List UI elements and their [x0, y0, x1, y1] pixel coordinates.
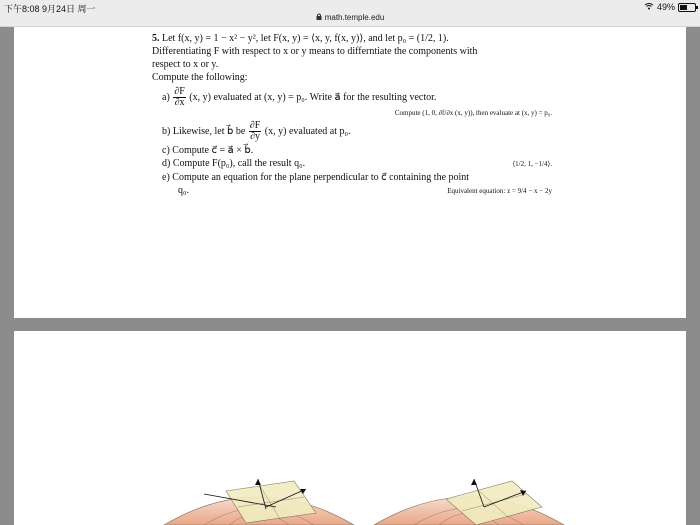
frac-num: ∂F	[249, 120, 261, 131]
browser-topbar	[0, 0, 700, 27]
part-a-text: (x, y) evaluated at (x, y) = p₀. Write a⃗ for the resulting vector.	[189, 91, 437, 103]
document-page-1	[14, 27, 686, 318]
part-d-label: d)	[162, 158, 171, 169]
problem-intro-text: Let f(x, y) = 1 − x² − y², let F(x, y) = ⟨x, y, f(x, y)⟩, and let p₀ = (1/2, 1).	[162, 33, 449, 44]
part-c	[162, 144, 552, 157]
part-e-text-cont: q₀.	[178, 185, 189, 196]
frac-den: ∂x	[174, 97, 185, 108]
part-a-hint: Compute (1, 0, ∂f/∂x (x, y)), then evaluate at (x, y) = p₀.	[394, 109, 552, 117]
url-bar[interactable]	[0, 13, 700, 22]
partial-derivative-x	[173, 87, 186, 108]
lock-icon	[316, 13, 322, 22]
part-d-text: Compute F(p₀), call the result q₀.	[172, 158, 306, 169]
status-bar	[4, 2, 696, 13]
part-b-label: b)	[162, 125, 171, 137]
frac-num: ∂F	[174, 86, 185, 97]
part-c-text: Compute c⃗ = a⃗ × b⃗.	[172, 145, 254, 156]
vector-arrowhead	[255, 479, 261, 485]
problem-intro-line-1	[152, 32, 552, 45]
part-b-text-pre: Likewise, let b⃗ be	[172, 125, 246, 137]
problem-5	[152, 32, 552, 198]
vector-arrowhead	[471, 479, 477, 485]
wifi-icon	[644, 2, 654, 12]
battery-percent: 49%	[656, 2, 675, 12]
part-b	[162, 121, 552, 142]
part-c-label: c)	[162, 145, 170, 156]
part-e-answer: Equivalent equation: z = 9/4 − x − 2y	[447, 187, 552, 195]
url-text: math.temple.edu	[324, 13, 385, 22]
part-b-text-post: (x, y) evaluated at p₀.	[264, 125, 351, 137]
partial-derivative-y	[249, 121, 262, 142]
part-e-text: Compute an equation for the plane perpendicular to c⃗ containing the point	[172, 172, 470, 183]
tangent-plane-figure	[14, 331, 686, 525]
status-time: 下午8:08 9月24日 周一	[4, 4, 96, 14]
part-d-answer: ⟨1/2, 1, −1/4⟩.	[512, 160, 552, 168]
part-a	[162, 87, 552, 118]
status-right	[644, 2, 696, 12]
problem-number: 5.	[152, 33, 160, 44]
part-e	[162, 171, 552, 198]
part-e-line-2	[178, 184, 552, 198]
compute-label: Compute the following:	[152, 72, 248, 83]
part-d	[162, 157, 552, 171]
part-e-label: e)	[162, 172, 170, 183]
problem-intro-line-3: respect to x or y.	[152, 59, 219, 70]
part-a-label: a)	[162, 91, 170, 103]
problem-intro-line-2: Differentiating F with respect to x or y means to differntiate the components with	[152, 46, 478, 57]
document-page-2	[14, 331, 686, 525]
frac-den: ∂y	[250, 131, 261, 142]
surface-plot-left	[164, 479, 354, 525]
battery-fill	[680, 5, 687, 10]
surface-plot-right	[374, 479, 564, 525]
battery-icon	[678, 3, 696, 12]
